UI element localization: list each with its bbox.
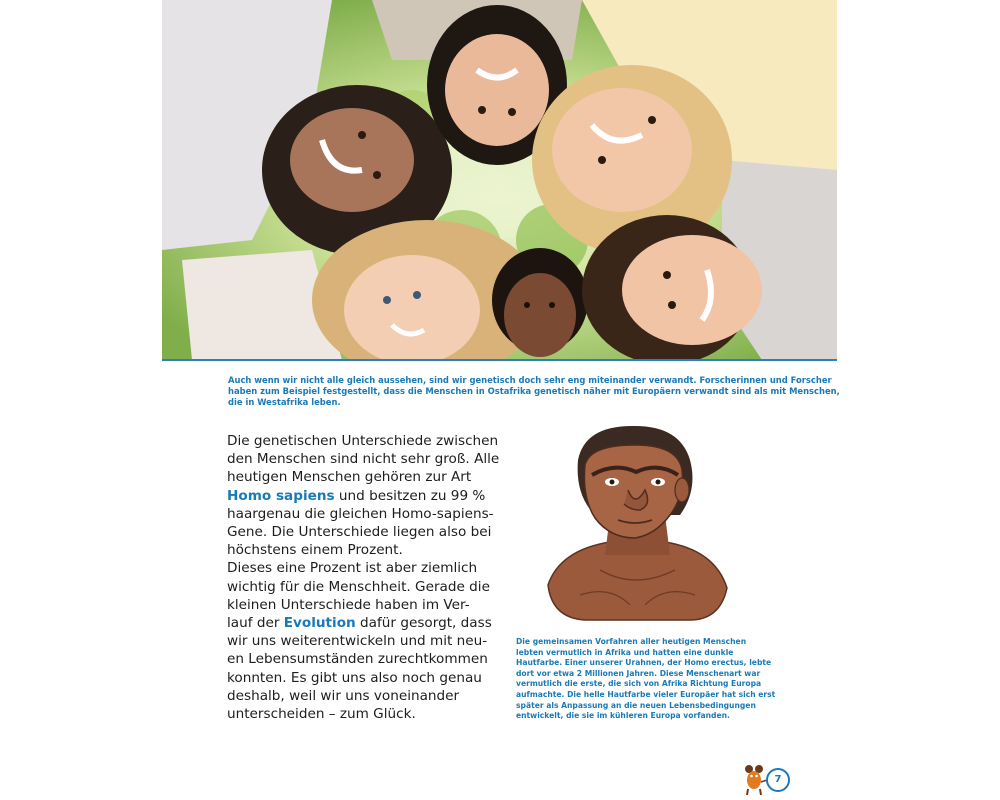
illustration-caption-line: lebten vermutlich in Afrika und hatten eine dunkle bbox=[516, 647, 734, 657]
body-line: haargenau die gleichen Homo-sapiens- bbox=[227, 505, 494, 522]
photo-caption-line: haben zum Beispiel festgestellt, dass die Menschen in Ostafrika genetisch näher mit Europäern verwandt sind als mit Menschen, bbox=[228, 386, 840, 396]
illustration-caption-line: dort vor etwa 2 Millionen Jahren. Diese Menschenart war bbox=[516, 668, 761, 678]
body-line: unterscheiden – zum Glück. bbox=[227, 706, 416, 723]
body-line: en Lebensumständen zurechtkommen bbox=[227, 651, 488, 668]
hero-divider-line bbox=[162, 359, 837, 361]
illustration-caption-line: später als Anpassung an die neuen Lebensbedingungen bbox=[516, 700, 756, 710]
hero-photo-children bbox=[162, 0, 837, 360]
glossary-term-evolution[interactable]: Evolution bbox=[283, 615, 356, 632]
illustration-caption-line: vermutlich die erste, die sich von Afrika Richtung Europa bbox=[516, 679, 762, 689]
photo-caption-line: Auch wenn wir nicht alle gleich aussehen, sind wir genetisch doch sehr eng miteinander verwandt. Forscherinnen und Forscher bbox=[228, 375, 832, 385]
mouse-icon bbox=[742, 764, 768, 796]
illustration-caption-line: Die gemeinsamen Vorfahren aller heutigen Menschen bbox=[516, 637, 747, 646]
body-line: heutigen Menschen gehören zur Art bbox=[227, 469, 472, 486]
body-line: kleinen Unterschiede haben im Ver- bbox=[227, 596, 470, 613]
body-line-text: dafür gesorgt, dass bbox=[355, 615, 492, 632]
body-line: Die genetischen Unterschiede zwischen bbox=[227, 433, 499, 449]
body-line: den Menschen sind nicht sehr groß. Alle bbox=[227, 451, 500, 468]
body-line: deshalb, weil wir uns voneinander bbox=[227, 687, 460, 704]
body-line: Gene. Die Unterschiede liegen also bei bbox=[227, 524, 492, 541]
illustration-caption-line: aufmachte. Die helle Hautfarbe vieler Europäer hat sich erst bbox=[516, 689, 776, 699]
body-line bbox=[227, 614, 492, 632]
body-line-text: lauf der bbox=[227, 615, 284, 632]
body-line: höchstens einem Prozent. bbox=[227, 542, 403, 559]
body-line-text: und besitzen zu 99 % bbox=[334, 487, 486, 504]
page-number: 7 bbox=[766, 768, 790, 792]
body-paragraph bbox=[227, 432, 500, 723]
photo-caption bbox=[228, 375, 840, 408]
illustration-caption-line: entwickelt, die sie im kühleren Europa vorfanden. bbox=[516, 711, 730, 721]
hero-photo-illustration bbox=[162, 0, 837, 360]
body-line: konnten. Es gibt uns also noch genau bbox=[227, 669, 482, 686]
homo-erectus-drawing bbox=[540, 420, 735, 625]
body-line: wir uns weiterentwickeln und mit neu- bbox=[227, 633, 488, 650]
photo-caption-line: die in Westafrika leben. bbox=[228, 397, 341, 407]
body-line: wichtig für die Menschheit. Gerade die bbox=[227, 578, 490, 595]
body-line: Dieses eine Prozent ist aber ziemlich bbox=[227, 560, 478, 577]
glossary-term-homo-sapiens[interactable]: Homo sapiens bbox=[227, 487, 335, 504]
homo-erectus-illustration bbox=[540, 420, 735, 625]
illustration-caption bbox=[516, 637, 776, 722]
illustration-caption-line: Hautfarbe. Einer unserer Urahnen, der Homo erectus, lebte bbox=[516, 658, 772, 668]
body-line bbox=[227, 487, 489, 505]
